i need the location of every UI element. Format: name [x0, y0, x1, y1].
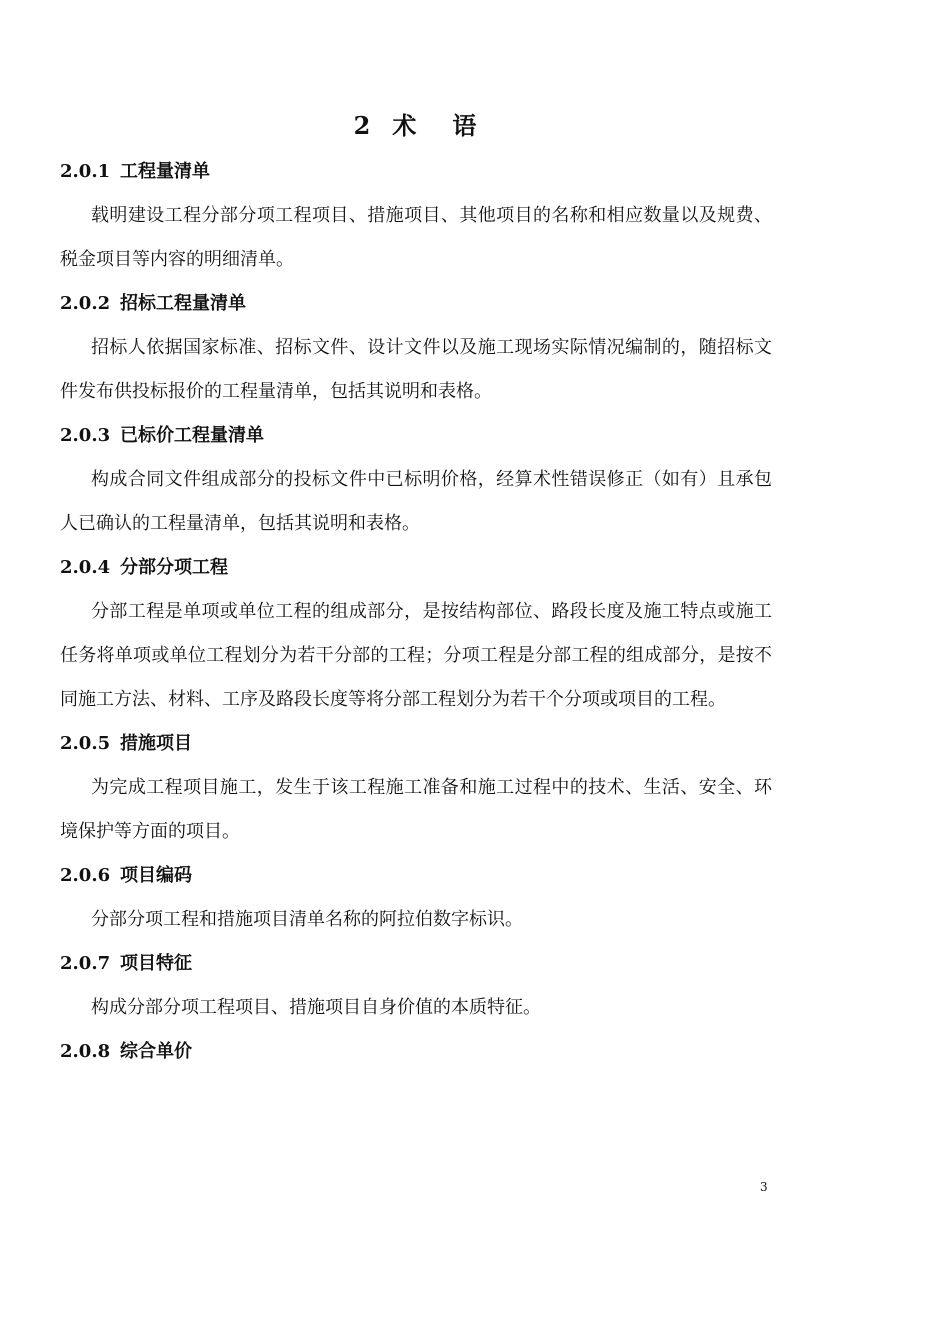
section-heading	[60, 942, 772, 986]
section-title: 项目特征	[120, 953, 192, 974]
section-2-0-6	[60, 854, 772, 942]
section-title: 招标工程量清单	[120, 293, 246, 314]
section-paragraph: 招标人依据国家标准、招标文件、设计文件以及施工现场实际情况编制的，随招标文件发布供投标报价的工程量清单，包括其说明和表格。	[60, 337, 772, 402]
section-paragraph: 构成合同文件组成部分的投标文件中已标明价格，经算术性错误修正（如有）且承包人已确认的工程量清单，包括其说明和表格。	[60, 469, 772, 534]
chapter-title	[0, 108, 836, 144]
section-heading	[60, 414, 772, 458]
section-paragraph: 载明建设工程分部分项工程项目、措施项目、其他项目的名称和相应数量以及规费、税金项目等内容的明细清单。	[60, 205, 772, 270]
section-2-0-2	[60, 282, 772, 414]
section-number: 2.0.1	[60, 161, 111, 182]
chapter-number: 2	[353, 111, 377, 140]
section-number: 2.0.5	[60, 733, 111, 754]
section-title: 综合单价	[120, 1041, 192, 1062]
section-title: 已标价工程量清单	[120, 425, 264, 446]
section-title: 措施项目	[120, 733, 192, 754]
section-number: 2.0.3	[60, 425, 111, 446]
chapter-title-text: 术 语	[392, 111, 483, 140]
section-heading	[60, 854, 772, 898]
section-heading	[60, 722, 772, 766]
section-heading	[60, 150, 772, 194]
section-title: 工程量清单	[120, 161, 210, 182]
section-paragraph: 为完成工程项目施工，发生于该工程施工准备和施工过程中的技术、生活、安全、环境保护等方面的项目。	[60, 777, 772, 842]
section-number: 2.0.6	[60, 865, 111, 886]
section-2-0-4	[60, 546, 772, 722]
page-number: 3	[760, 1180, 768, 1194]
section-heading	[60, 282, 772, 326]
terms-content	[60, 150, 772, 1074]
section-number: 2.0.8	[60, 1041, 111, 1062]
section-heading	[60, 546, 772, 590]
section-paragraph: 分部工程是单项或单位工程的组成部分，是按结构部位、路段长度及施工特点或施工任务将单项或单位工程划分为若干分部的工程；分项工程是分部工程的组成部分，是按不同施工方法、材料、工序及路段长度等将分部工程划分为若干个分项或项目的工程。	[60, 601, 772, 710]
section-number: 2.0.2	[60, 293, 111, 314]
section-heading	[60, 1030, 772, 1074]
section-2-0-7	[60, 942, 772, 1030]
section-2-0-3	[60, 414, 772, 546]
section-title: 分部分项工程	[120, 557, 228, 578]
section-2-0-5	[60, 722, 772, 854]
section-2-0-8	[60, 1030, 772, 1074]
section-number: 2.0.4	[60, 557, 111, 578]
section-paragraph: 分部分项工程和措施项目清单名称的阿拉伯数字标识。	[91, 909, 523, 930]
section-2-0-1	[60, 150, 772, 282]
section-title: 项目编码	[120, 865, 192, 886]
section-number: 2.0.7	[60, 953, 111, 974]
section-paragraph: 构成分部分项工程项目、措施项目自身价值的本质特征。	[91, 997, 541, 1018]
